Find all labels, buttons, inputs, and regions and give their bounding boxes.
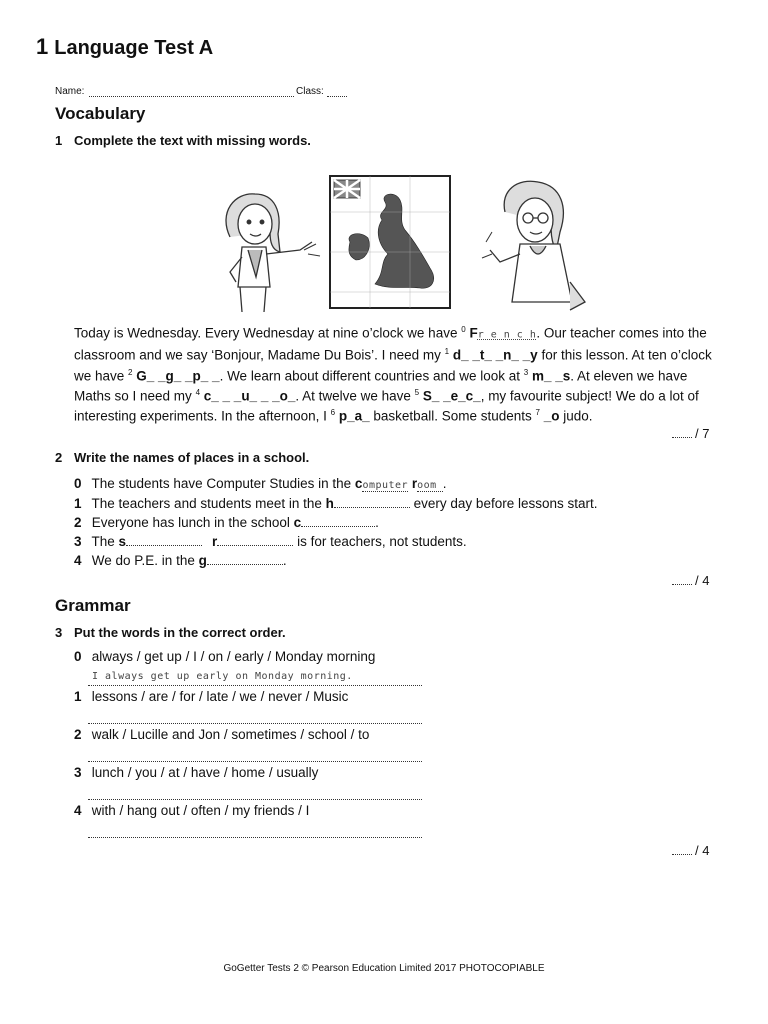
class-label: Class: (296, 86, 324, 97)
map-of-britain (330, 176, 450, 308)
task-1-text: Today is Wednesday. Every Wednesday at nine o’clock we have $^0$ Fr e n c h. Our teacher comes into the classroom and we say ‘Bonjour, Madame Du Bois’. I need my $^1$ d_ _t_ _n_ _y for this lesson. At ten o’clock we have $^2$ G_ _g_ _p_ _. We learn about different countries and we look at $^3$ m_ _s. At eleven we have Maths so I need my $^4$ c_ _ _u_ _ _o_. At twelve we have $^5$ S_ _e_c_, my favourite subject! We do a lot of interesting experiments. In the afternoon, I $^6$ p_a_ basketball. Some students $^7$ _o judo. (74, 325, 712, 424)
answer-3-0-handwritten: I always get up early on Monday morning. (92, 671, 353, 682)
teacher-figure (482, 181, 585, 310)
grammar-heading: Grammar (55, 596, 131, 615)
gap-1[interactable]: d_ _t_ _n_ _y (452, 347, 538, 363)
gap-2[interactable]: G_ _g_ _p_ _ (136, 368, 220, 384)
name-label: Name: (55, 86, 85, 97)
test-title: Language Test A (54, 37, 214, 59)
answer-line-3-4[interactable] (88, 823, 422, 838)
task-1-instruction: 1 Complete the text with missing words. (55, 133, 311, 148)
girl-student-figure (226, 194, 320, 312)
answer-field-2-1[interactable] (334, 495, 410, 508)
answer-line-3-1[interactable] (88, 709, 422, 724)
classroom-illustration (200, 172, 590, 314)
gap-5[interactable]: S_ _e_c_ (422, 388, 481, 404)
task-3-item-0: 0 always / get up / I / on / early / Monday morning (74, 649, 376, 664)
page-title (36, 34, 213, 60)
task-1-score-field[interactable] (672, 427, 692, 438)
task-2-item-4: 4 We do P.E. in the g . (74, 553, 287, 568)
answer-field-2-3b[interactable] (217, 533, 293, 546)
task-2-score: / 4 (672, 573, 709, 588)
task-2-score-field[interactable] (672, 574, 692, 585)
task-1-score: / 7 (672, 426, 709, 441)
answer-computer-handwritten: omputer (362, 480, 409, 491)
gap-6[interactable]: p_a_ (338, 408, 370, 424)
task-2-item-1: 1 The teachers and students meet in the h every day before lessons start. (74, 496, 598, 511)
task-3-item-3: 3 lunch / you / at / have / home / usually (74, 765, 319, 780)
task-3-item-1: 1 lessons / are / for / late / we / never / Music (74, 689, 349, 704)
task-3-score: / 4 (672, 843, 709, 858)
task-2-instruction: 2 Write the names of places in a school. (55, 450, 310, 465)
class-field[interactable] (327, 84, 347, 97)
name-field[interactable] (89, 84, 294, 97)
vocabulary-heading: Vocabulary (55, 104, 146, 123)
answer-field-2-3a[interactable] (126, 533, 202, 546)
task-3-score-field[interactable] (672, 844, 692, 855)
answer-line-3-2[interactable] (88, 747, 422, 762)
task-3-item-2: 2 walk / Lucille and Jon / sometimes / school / to (74, 727, 370, 742)
answer-room-handwritten: oom (417, 480, 443, 492)
task-3-instruction: 3 Put the words in the correct order. (55, 625, 286, 640)
answer-line-3-0 (88, 671, 422, 686)
answer-line-3-3[interactable] (88, 785, 422, 800)
task-2-item-3: 3 The s r is for teachers, not students. (74, 534, 467, 549)
test-number: 1 (36, 34, 49, 59)
gap-7[interactable]: _o (543, 408, 560, 424)
gap-3[interactable]: m_ _s (531, 368, 571, 384)
answer-field-2-4[interactable] (207, 552, 283, 565)
task-2-item-2: 2 Everyone has lunch in the school c . (74, 515, 379, 530)
task-3-item-4: 4 with / hang out / often / my friends / I (74, 803, 310, 818)
answer-field-2-2[interactable] (301, 514, 375, 527)
answer-0-handwritten: r e n c h (477, 329, 537, 341)
gap-4[interactable]: c_ _ _u_ _ _o_ (203, 388, 296, 404)
page-footer: GoGetter Tests 2 © Pearson Education Limited 2017 PHOTOCOPIABLE (223, 963, 545, 974)
task-2-item-0: 0 The students have Computer Studies in the computer room . (74, 476, 447, 491)
